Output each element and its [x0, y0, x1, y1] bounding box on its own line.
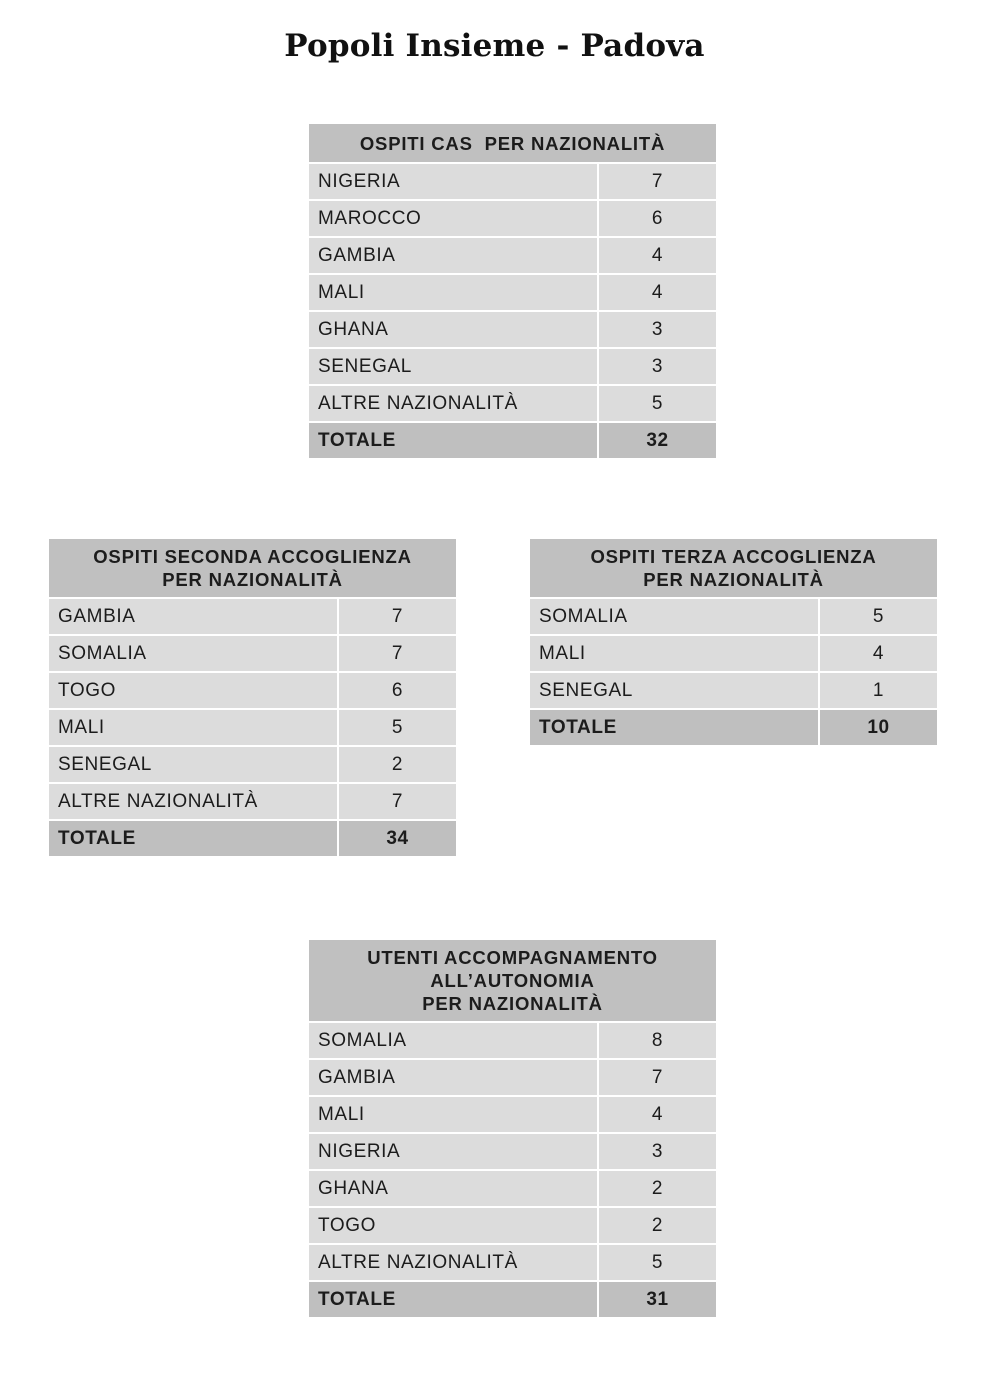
nationality-cell: NIGERIA	[308, 163, 598, 200]
table-utenti-accompagnamento-autonomia	[307, 938, 718, 1319]
total-row	[308, 1281, 717, 1318]
table-row	[308, 1059, 717, 1096]
table-title	[529, 538, 938, 598]
table-row	[308, 311, 717, 348]
count-cell: 8	[598, 1022, 717, 1059]
table-row	[48, 709, 457, 746]
table-row	[308, 163, 717, 200]
nationality-cell: MALI	[308, 1096, 598, 1133]
table-title-line: OSPITI SECONDA ACCOGLIENZA	[93, 546, 412, 567]
count-cell: 7	[338, 783, 457, 820]
nationality-cell: SOMALIA	[48, 635, 338, 672]
table-ospiti-cas	[307, 122, 718, 460]
count-cell: 3	[598, 348, 717, 385]
total-row	[308, 422, 717, 459]
nationality-cell: TOGO	[308, 1207, 598, 1244]
table-title	[308, 939, 717, 1022]
count-cell: 5	[598, 1244, 717, 1281]
nationality-cell: GAMBIA	[48, 598, 338, 635]
table-row	[308, 348, 717, 385]
table-title-line: PER NAZIONALITÀ	[162, 569, 343, 590]
table-title-line: ALL’AUTONOMIA	[430, 970, 595, 991]
nationality-cell: ALTRE NAZIONALITÀ	[308, 385, 598, 422]
table-title-line: UTENTI ACCOMPAGNAMENTO	[367, 947, 658, 968]
table-row	[48, 672, 457, 709]
table-title-line: OSPITI CAS PER NAZIONALITÀ	[359, 132, 666, 154]
nationality-cell: SOMALIA	[308, 1022, 598, 1059]
table-title	[48, 538, 457, 598]
total-value: 10	[819, 709, 938, 746]
table-title-line: PER NAZIONALITÀ	[643, 569, 824, 590]
total-label: TOTALE	[308, 422, 598, 459]
table-row	[308, 1096, 717, 1133]
table-row	[308, 385, 717, 422]
nationality-cell: ALTRE NAZIONALITÀ	[48, 783, 338, 820]
table-header-row	[308, 939, 717, 1022]
nationality-cell: MAROCCO	[308, 200, 598, 237]
nationality-cell: GHANA	[308, 1170, 598, 1207]
count-cell: 1	[819, 672, 938, 709]
table-row	[529, 635, 938, 672]
total-label: TOTALE	[308, 1281, 598, 1318]
nationality-cell: ALTRE NAZIONALITÀ	[308, 1244, 598, 1281]
table-title-line: PER NAZIONALITÀ	[422, 993, 603, 1014]
table-title	[308, 123, 717, 163]
table-row	[308, 1170, 717, 1207]
total-value: 32	[598, 422, 717, 459]
table-row	[308, 1207, 717, 1244]
count-cell: 5	[819, 598, 938, 635]
table-row	[308, 1022, 717, 1059]
page-title: Popoli Insieme - Padova	[284, 28, 705, 64]
total-value: 34	[338, 820, 457, 857]
nationality-cell: MALI	[48, 709, 338, 746]
nationality-cell: MALI	[529, 635, 819, 672]
table-row	[529, 598, 938, 635]
count-cell: 7	[598, 1059, 717, 1096]
count-cell: 4	[819, 635, 938, 672]
count-cell: 4	[598, 237, 717, 274]
count-cell: 4	[598, 1096, 717, 1133]
count-cell: 2	[598, 1207, 717, 1244]
total-label: TOTALE	[48, 820, 338, 857]
count-cell: 3	[598, 311, 717, 348]
count-cell: 4	[598, 274, 717, 311]
table-row	[48, 746, 457, 783]
count-cell: 5	[338, 709, 457, 746]
total-label: TOTALE	[529, 709, 819, 746]
nationality-cell: SOMALIA	[529, 598, 819, 635]
table-row	[308, 1133, 717, 1170]
table-ospiti-terza-accoglienza	[528, 537, 939, 747]
table-header-row	[308, 123, 717, 163]
nationality-cell: SENEGAL	[529, 672, 819, 709]
count-cell: 7	[598, 163, 717, 200]
nationality-cell: TOGO	[48, 672, 338, 709]
nationality-cell: GHANA	[308, 311, 598, 348]
count-cell: 5	[598, 385, 717, 422]
table-title-line: OSPITI TERZA ACCOGLIENZA	[590, 546, 877, 567]
table-header-row	[529, 538, 938, 598]
count-cell: 6	[338, 672, 457, 709]
table-row	[308, 1244, 717, 1281]
table-header-row	[48, 538, 457, 598]
count-cell: 7	[338, 635, 457, 672]
table-row	[529, 672, 938, 709]
nationality-cell: GAMBIA	[308, 237, 598, 274]
table-row	[48, 783, 457, 820]
total-row	[529, 709, 938, 746]
count-cell: 3	[598, 1133, 717, 1170]
nationality-cell: SENEGAL	[308, 348, 598, 385]
total-value: 31	[598, 1281, 717, 1318]
nationality-cell: NIGERIA	[308, 1133, 598, 1170]
table-row	[48, 598, 457, 635]
nationality-cell: SENEGAL	[48, 746, 338, 783]
table-row	[308, 274, 717, 311]
total-row	[48, 820, 457, 857]
nationality-cell: MALI	[308, 274, 598, 311]
table-row	[308, 237, 717, 274]
count-cell: 6	[598, 200, 717, 237]
count-cell: 2	[598, 1170, 717, 1207]
count-cell: 2	[338, 746, 457, 783]
count-cell: 7	[338, 598, 457, 635]
nationality-cell: GAMBIA	[308, 1059, 598, 1096]
table-row	[308, 200, 717, 237]
table-ospiti-seconda-accoglienza	[47, 537, 458, 858]
table-row	[48, 635, 457, 672]
